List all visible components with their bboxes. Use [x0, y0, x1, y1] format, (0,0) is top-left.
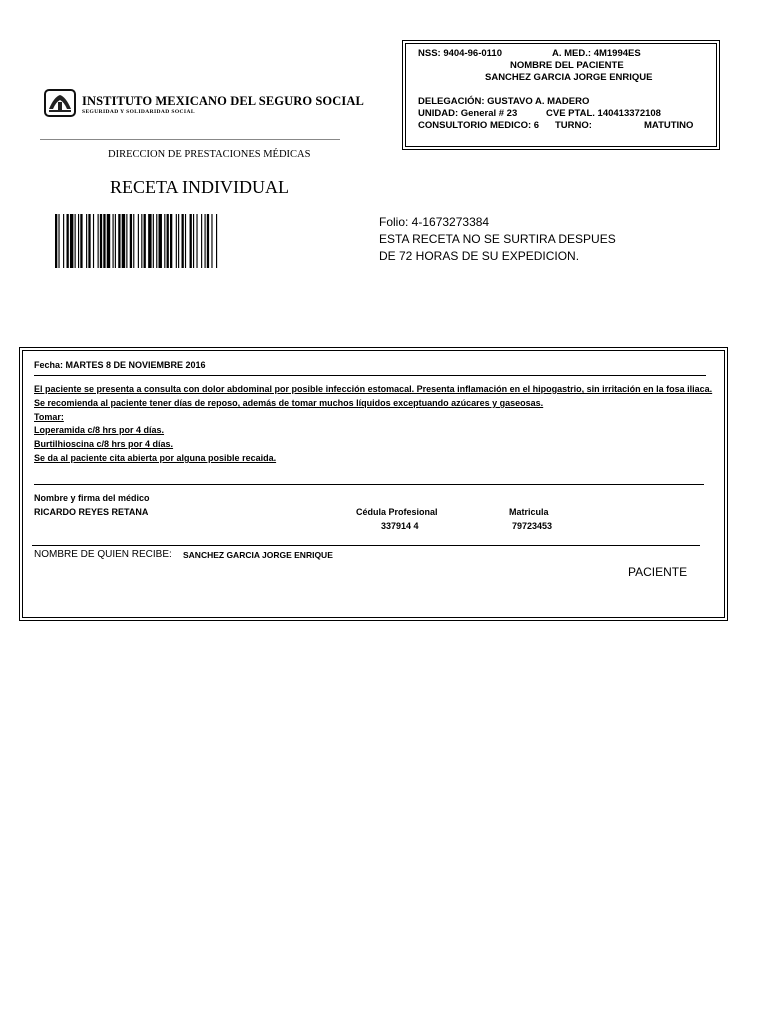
recibe-label: NOMBRE DE QUIEN RECIBE: — [34, 549, 172, 560]
barcode-bar — [98, 214, 99, 268]
barcode-bar — [107, 214, 110, 268]
turno-label: TURNO: — [555, 120, 592, 131]
barcode-bar — [141, 214, 142, 268]
barcode-bar — [156, 214, 157, 268]
barcode-bar — [80, 214, 82, 268]
barcode-bar — [70, 214, 73, 268]
medico-name: RICARDO REYES RETANA — [34, 507, 149, 517]
prescription-line: Tomar: — [34, 412, 64, 422]
folio-number: Folio: 4-1673273384 — [379, 215, 490, 229]
barcode-bar — [148, 214, 151, 268]
signature-divider — [32, 545, 700, 546]
barcode-bar — [190, 214, 192, 268]
fecha-divider — [34, 375, 706, 376]
nss: NSS: 9404-96-0110 — [418, 48, 502, 59]
barcode-bar — [122, 214, 125, 268]
firma-label: Nombre y firma del médico — [34, 493, 150, 503]
barcode-bar — [182, 214, 184, 268]
barcode-bar — [63, 214, 64, 268]
barcode-bar — [211, 214, 212, 268]
barcode-bar — [86, 214, 87, 268]
nombre-label: NOMBRE DEL PACIENTE — [510, 60, 624, 71]
barcode-bar — [88, 214, 90, 268]
barcode-bar — [196, 214, 197, 268]
delegacion: DELEGACIÓN: GUSTAVO A. MADERO — [418, 96, 590, 107]
barcode-bar — [164, 214, 165, 268]
barcode-bar — [167, 214, 169, 268]
barcode-bar — [170, 214, 172, 268]
logo-title: INSTITUTO MEXICANO DEL SEGURO SOCIAL — [82, 94, 364, 108]
cve-ptal: CVE PTAL. 140413372108 — [546, 108, 661, 119]
barcode-bar — [75, 214, 76, 268]
document-title: RECETA INDIVIDUAL — [110, 177, 290, 197]
barcode-bar — [100, 214, 102, 268]
barcode-bar — [78, 214, 79, 268]
barcode-bar — [178, 214, 179, 268]
barcode-bar — [103, 214, 105, 268]
header-divider — [40, 139, 340, 140]
barcode-bar — [130, 214, 132, 268]
barcode-bar — [138, 214, 139, 268]
unidad: UNIDAD: General # 23 — [418, 108, 518, 119]
fecha — [34, 360, 206, 370]
barcode-bar — [67, 214, 69, 268]
body-divider — [34, 484, 704, 485]
barcode-bar — [115, 214, 116, 268]
barcode-bar — [153, 214, 154, 268]
cedula-label: Cédula Profesional — [356, 507, 438, 517]
matricula-value: 79723453 — [512, 521, 553, 531]
barcode-bar — [185, 214, 186, 268]
barcode-bar — [159, 214, 162, 268]
prescription-box — [22, 350, 725, 618]
barcode-bar — [118, 214, 120, 268]
folio-block — [379, 214, 616, 265]
barcode-bar — [58, 214, 59, 268]
prescription-line: Se recomienda al paciente tener días de reposo, además de tomar muchos líquidos exceptuando azúcares y gaseosas. — [34, 398, 544, 408]
patient-name: SANCHEZ GARCIA JORGE ENRIQUE — [485, 72, 653, 83]
barcode-bar — [201, 214, 202, 268]
fecha-label: Fecha: — [34, 360, 64, 370]
barcode-bar — [113, 214, 114, 268]
turno: MATUTINO — [644, 120, 694, 131]
barcode-bar — [144, 214, 146, 268]
barcode-bar — [126, 214, 127, 268]
imss-emblem-icon — [44, 89, 76, 117]
barcode-bar — [216, 214, 217, 268]
direccion-label: DIRECCION DE PRESTACIONES MÉDICAS — [108, 149, 311, 160]
cedula-value: 337914 4 — [381, 521, 419, 531]
barcode-bar — [93, 214, 94, 268]
paciente-label: PACIENTE — [628, 565, 688, 579]
barcode-bar — [193, 214, 194, 268]
recibe-name: SANCHEZ GARCIA JORGE ENRIQUE — [183, 550, 333, 560]
barcode-bar — [55, 214, 57, 268]
prescription-line: El paciente se presenta a consulta con dolor abdominal por posible infección estomacal. Presenta inflamación en el hipogastrio, sin irritación en la fosa iliaca. — [34, 384, 713, 394]
logo-subtitle: SEGURIDAD Y SOLIDARIDAD SOCIAL — [82, 109, 195, 115]
imss-logo — [44, 88, 364, 118]
barcode-bar — [207, 214, 209, 268]
patient-info-box — [405, 43, 717, 147]
fecha-value: MARTES 8 DE NOVIEMBRE 2016 — [65, 360, 206, 370]
expiry-notice-2: DE 72 HORAS DE SU EXPEDICION. — [379, 249, 580, 263]
prescription-line: Se da al paciente cita abierta por alguna posible recaida. — [34, 453, 277, 463]
prescription-line: Loperamida c/8 hrs por 4 días. — [34, 425, 165, 435]
a-med: A. MED.: 4M1994ES — [552, 48, 641, 59]
barcode — [55, 214, 327, 268]
barcode-bar — [205, 214, 206, 268]
barcode-bar — [133, 214, 134, 268]
consultorio: CONSULTORIO MEDICO: 6 — [418, 120, 540, 131]
barcode-bar — [176, 214, 177, 268]
prescription-line: Burtilhioscina c/8 hrs por 4 días. — [34, 439, 174, 449]
expiry-notice-1: ESTA RECETA NO SE SURTIRA DESPUES — [379, 232, 616, 246]
matricula-label: Matricula — [509, 507, 549, 517]
